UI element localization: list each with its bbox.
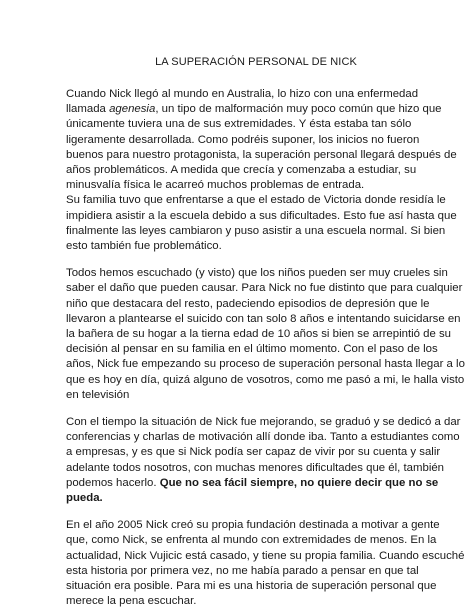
- text-run: conferencias y charlas de motivación allí donde iba. Tanto a estudiantes como: [66, 431, 460, 444]
- text-run: en televisión: [66, 388, 130, 401]
- text-line: [66, 281, 463, 296]
- text-line: [66, 579, 437, 594]
- text-run: a empresas, y es que si Nick podía ser capaz de vivir por su cuenta y salir: [66, 446, 441, 459]
- text-run: esto también fue problemático.: [66, 240, 222, 253]
- text-run: merece la pena escuchar.: [66, 595, 197, 608]
- text-run: En el año 2005 Nick creó su propia fundación destinada a motivar a gente: [66, 519, 440, 532]
- text-run: minusvalía física le acarreó muchos problemas de entrada.: [66, 179, 365, 192]
- text-run: que, como Nick, se enfrenta al mundo con extremidades de menos. En la: [66, 534, 437, 547]
- text-run: que es hoy en día, quizá alguno de vosotros, como me pasó a mi, le halla visto: [66, 373, 465, 386]
- text-line: [66, 342, 438, 357]
- text-run: Su familia tuvo que enfrentarse a que el estado de Victoria donde residía le: [66, 194, 446, 207]
- text-run: saber el daño que pueden causar. Para Nick no fue distinto que para cualquier: [66, 282, 463, 295]
- text-run: llevaron a plantearse el suicido con tan solo 8 años e intentando suicidarse en: [66, 312, 461, 325]
- text-run: actualidad, Nick Vujicic está casado, y tiene su propia familia. Cuando escuché: [66, 549, 465, 562]
- text-run: finalmente las leyes cambiaron y puso asistir a una escuela normal. Si bien: [66, 224, 446, 237]
- text-run: impidiera asistir a la escuela debido a sus dificultades. Esto fue así hasta que: [66, 209, 457, 222]
- text-line: [66, 102, 442, 117]
- text-run: años, Nick fue empezando su proceso de superación personal hasta llegar a lo: [66, 358, 465, 371]
- text-line: [66, 87, 434, 102]
- text-run: Que no sea fácil siempre, no quiere decir que no se: [159, 476, 439, 489]
- text-run: Con el tiempo la situación de Nick fue mejorando, se graduó y se dedicó a dar: [66, 416, 461, 429]
- paragraph-1: [66, 87, 457, 254]
- text-line: [66, 163, 434, 178]
- document-title: LA SUPERACIÓN PERSONAL DE NICK: [155, 56, 357, 68]
- text-line: [66, 312, 461, 327]
- text-run: buenos para nuestro protagonista, la superación personal llegará después de: [66, 148, 457, 161]
- text-line: [66, 209, 457, 224]
- text-run: la bañera de su hogar a la tierna edad de 10 años si bien se arrepintió de su: [66, 328, 452, 341]
- text-line: [66, 564, 434, 579]
- text-run: podemos hacerlo.: [66, 476, 160, 489]
- text-run: ligeramente desarrollada. Como podréis suponer, los inicios no fueron: [66, 133, 420, 146]
- text-run: años problemáticos. A medida que crecía y comenzaba a estudiar, su: [66, 164, 417, 177]
- text-line: [66, 193, 446, 208]
- text-run: Todos hemos escuchado (y visto) que los niños pueden ser muy crueles sin: [66, 267, 448, 280]
- text-run: situación era posible. Para mi es una historia de superación personal que: [66, 580, 437, 593]
- text-line: [66, 373, 465, 388]
- text-line: [66, 549, 465, 564]
- text-line: [66, 533, 437, 548]
- text-run: niño que destacara del resto, padeciendo episodios de depresión que le: [66, 297, 430, 310]
- text-run: , un tipo de malformación muy poco común que hizo que: [155, 103, 442, 116]
- text-line: [66, 297, 434, 312]
- paragraph-2: [66, 266, 465, 403]
- text-run: Cuando Nick llegó al mundo en Australia, lo hizo con una enfermedad: [66, 88, 419, 100]
- text-line: [66, 388, 434, 403]
- text-line: [66, 430, 460, 445]
- text-line: [66, 518, 440, 533]
- text-line: [66, 266, 448, 281]
- text-line: [66, 594, 434, 609]
- paragraph-3: [66, 415, 461, 506]
- text-line: [66, 117, 434, 132]
- text-line: [66, 224, 446, 239]
- text-run: adelante todos nosotros, con muchas menores dificultades que él, también: [66, 461, 445, 474]
- text-run: agenesia: [109, 103, 156, 116]
- text-line: [66, 445, 441, 460]
- text-line: [66, 461, 445, 476]
- text-line: [66, 357, 465, 372]
- text-run: decisión al pensar en su familia en el último momento. Con el paso de los: [66, 343, 438, 356]
- paragraph-4: [66, 518, 465, 609]
- text-run: llamada: [66, 103, 110, 116]
- text-run: únicamente tuviera una de sus extremidades. Y ésta estaba tan sólo: [66, 118, 412, 131]
- text-line: [66, 491, 434, 506]
- document-body: [66, 87, 465, 610]
- text-line: [66, 327, 452, 342]
- text-line: [66, 239, 434, 254]
- text-line: [66, 476, 439, 491]
- text-run: pueda.: [66, 492, 103, 505]
- text-run: esta historia por primera vez, no me había parado a pensar en que tal: [66, 564, 419, 577]
- text-line: [66, 178, 434, 193]
- text-line: [66, 415, 461, 430]
- text-line: [66, 133, 434, 148]
- text-line: [66, 148, 457, 163]
